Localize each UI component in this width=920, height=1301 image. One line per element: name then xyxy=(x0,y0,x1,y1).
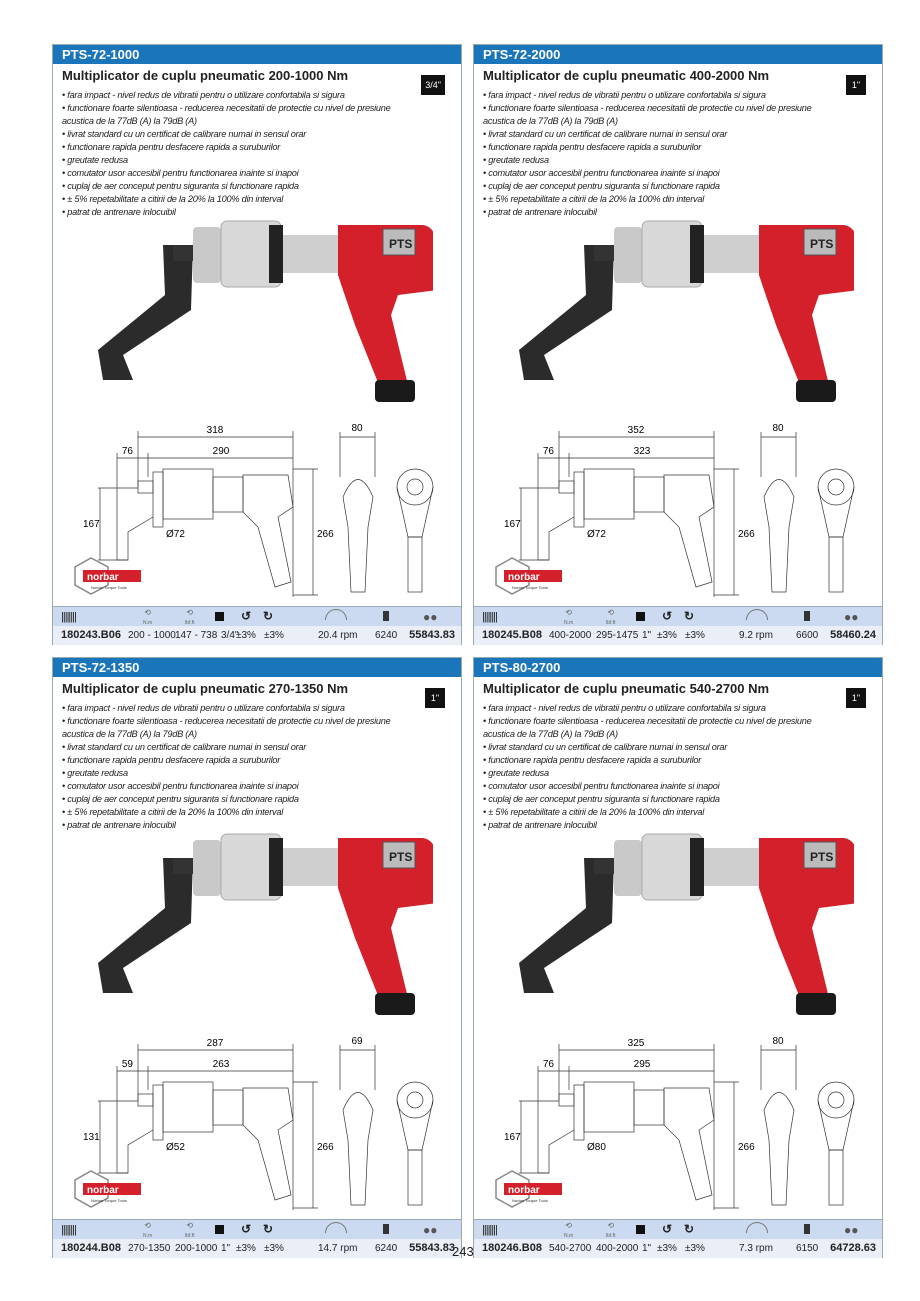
feature-item: • livrat standard cu un certificat de calibrare numai in sensul orar xyxy=(483,129,728,139)
order-code: 180246.B08 xyxy=(482,1242,542,1254)
dim-offset: 59 xyxy=(121,1059,133,1070)
price: 55843.83 xyxy=(409,1242,455,1254)
drive-size: 1" xyxy=(221,1243,231,1254)
torque-range-lbf: 400-2000 xyxy=(596,1243,639,1254)
weight-icon xyxy=(383,611,389,621)
feature-item: • functionare foarte silentioasa - reducerea necesitatii de protectie cu nivel de presiune acustica de la 77dB (A) la 79dB (A) xyxy=(483,716,812,739)
torque-nm-icon: ⟲ N.m xyxy=(143,608,153,626)
accuracy-ccw: ±3% xyxy=(264,1243,284,1254)
svg-text:Norbar Torque Tools: Norbar Torque Tools xyxy=(91,1198,127,1203)
feature-item: • comutator usor accesibil pentru functionarea inainte si inapoi xyxy=(62,781,299,791)
speed-gauge-icon xyxy=(325,609,347,620)
drive-size-badge: 3/4" xyxy=(421,75,445,95)
feature-list xyxy=(62,89,422,219)
dim-height: 266 xyxy=(738,529,755,540)
dim-body-length: 323 xyxy=(633,446,651,457)
svg-text:Norbar Torque Tools: Norbar Torque Tools xyxy=(512,1198,548,1203)
feature-item: • patrat de antrenare inlocuibil xyxy=(62,207,176,217)
feature-item: • comutator usor accesibil pentru functionarea inainte si inapoi xyxy=(483,781,720,791)
torque-range-nm: 540-2700 xyxy=(549,1243,592,1254)
counterclockwise-icon: ↻ xyxy=(684,609,695,623)
feature-item: • ± 5% repetabilitate a citirii de la 20% la 100% din interval xyxy=(62,194,284,204)
dim-offset: 76 xyxy=(542,446,554,457)
feature-item: • functionare rapida pentru desfacere rapida a suruburilor xyxy=(62,142,281,152)
dim-diameter: Ø80 xyxy=(587,1142,606,1153)
svg-text:Norbar Torque Tools: Norbar Torque Tools xyxy=(512,585,548,590)
spec-values-row xyxy=(53,626,461,645)
accuracy-ccw: ±3% xyxy=(685,630,705,641)
product-panel xyxy=(473,657,883,1258)
torque-range-lbf: 295-1475 xyxy=(596,630,639,641)
product-title: Multiplicator de cuplu pneumatic 200-1000 Nm xyxy=(62,68,349,83)
feature-item: • cuplaj de aer conceput pentru siguranta si functionare rapida xyxy=(483,794,720,804)
spec-values-row xyxy=(474,626,882,645)
spec-icons-row xyxy=(53,606,461,626)
dim-arm-length: 167 xyxy=(504,1132,521,1143)
dim-arm-length: 167 xyxy=(504,519,521,530)
dim-width: 80 xyxy=(772,1036,784,1047)
counterclockwise-icon: ↻ xyxy=(684,1222,695,1236)
torque-lbf-icon: ⟲ lbf.ft xyxy=(606,608,616,626)
clockwise-icon: ↺ xyxy=(241,609,252,623)
dim-arm-length: 167 xyxy=(83,519,100,530)
dim-offset: 76 xyxy=(121,446,133,457)
product-panel xyxy=(52,657,462,1258)
dim-total-length: 318 xyxy=(206,425,224,436)
feature-item: • livrat standard cu un certificat de calibrare numai in sensul orar xyxy=(483,742,728,752)
feature-item: • livrat standard cu un certificat de calibrare numai in sensul orar xyxy=(62,129,307,139)
dim-width: 80 xyxy=(351,423,363,434)
counterclockwise-icon: ↻ xyxy=(263,1222,274,1236)
barcode-icon: |||||||| xyxy=(482,1224,497,1236)
dim-arm-length: 131 xyxy=(83,1132,100,1143)
price-coins-icon: ●● xyxy=(844,1223,859,1237)
dim-diameter: Ø72 xyxy=(587,529,606,540)
accuracy-cw: ±3% xyxy=(657,630,677,641)
speed-gauge-icon xyxy=(325,1222,347,1233)
feature-list xyxy=(483,702,843,832)
dim-body-length: 263 xyxy=(212,1059,230,1070)
counterclockwise-icon: ↻ xyxy=(263,609,274,623)
torque-range-nm: 400-2000 xyxy=(549,630,592,641)
accuracy-ccw: ±3% xyxy=(264,630,284,641)
dim-height: 266 xyxy=(738,1142,755,1153)
feature-item: • greutate redusa xyxy=(62,155,128,165)
svg-text:PTS: PTS xyxy=(389,850,413,864)
drive-size: 1" xyxy=(642,630,652,641)
dim-width: 80 xyxy=(772,423,784,434)
spec-icons-row xyxy=(474,606,882,626)
dim-offset: 76 xyxy=(542,1059,554,1070)
product-panel xyxy=(473,44,883,645)
feature-item: • livrat standard cu un certificat de calibrare numai in sensul orar xyxy=(62,742,307,752)
feature-item: • ± 5% repetabilitate a citirii de la 20% la 100% din interval xyxy=(483,194,705,204)
square-drive-icon xyxy=(636,612,645,621)
feature-item: • cuplaj de aer conceput pentru siguranta si functionare rapida xyxy=(62,794,299,804)
feature-item: • functionare foarte silentioasa - reducerea necesitatii de protectie cu nivel de presiune acustica de la 77dB (A) la 79dB (A) xyxy=(483,103,812,126)
product-photo xyxy=(514,215,854,415)
accuracy-cw: ±3% xyxy=(236,1243,256,1254)
svg-text:norbar: norbar xyxy=(508,1185,540,1196)
barcode-icon: |||||||| xyxy=(482,611,497,623)
torque-nm-icon: ⟲ N.m xyxy=(564,608,574,626)
svg-text:PTS: PTS xyxy=(810,850,834,864)
feature-item: • functionare rapida pentru desfacere rapida a suruburilor xyxy=(62,755,281,765)
feature-item: • functionare rapida pentru desfacere rapida a suruburilor xyxy=(483,142,702,152)
spec-icons-row xyxy=(53,1219,461,1239)
model-header: PTS-72-1350 xyxy=(53,658,461,677)
dim-total-length: 325 xyxy=(627,1038,645,1049)
feature-item: • greutate redusa xyxy=(483,155,549,165)
price-coins-icon: ●● xyxy=(423,610,438,624)
dimension-drawing xyxy=(53,417,463,607)
price-coins-icon: ●● xyxy=(844,610,859,624)
spec-values-row xyxy=(53,1239,461,1258)
drive-size-badge: 1" xyxy=(846,75,866,95)
barcode-icon: |||||||| xyxy=(61,611,76,623)
speed-gauge-icon xyxy=(746,609,768,620)
accuracy-ccw: ±3% xyxy=(685,1243,705,1254)
drive-size: 3/4" xyxy=(221,630,239,641)
dim-body-length: 295 xyxy=(633,1059,651,1070)
torque-lbf-icon: ⟲ lbf.ft xyxy=(185,608,195,626)
norbar-logo xyxy=(496,1171,562,1207)
drive-size-badge: 1" xyxy=(846,688,866,708)
feature-item: • ± 5% repetabilitate a citirii de la 20% la 100% din interval xyxy=(483,807,705,817)
feature-item: • comutator usor accesibil pentru functionarea inainte si inapoi xyxy=(62,168,299,178)
barcode-icon: |||||||| xyxy=(61,1224,76,1236)
dim-height: 266 xyxy=(317,1142,334,1153)
order-code: 180243.B06 xyxy=(61,629,121,641)
dim-body-length: 290 xyxy=(212,446,230,457)
weight-value: 6150 xyxy=(796,1243,819,1254)
dim-total-length: 287 xyxy=(206,1038,224,1049)
torque-range-nm: 200 - 1000 xyxy=(128,630,176,641)
free-speed: 14.7 rpm xyxy=(318,1243,358,1254)
feature-item: • greutate redusa xyxy=(62,768,128,778)
accuracy-cw: ±3% xyxy=(236,630,256,641)
torque-lbf-icon: ⟲ lbf.ft xyxy=(606,1221,616,1239)
speed-gauge-icon xyxy=(746,1222,768,1233)
product-title: Multiplicator de cuplu pneumatic 400-2000 Nm xyxy=(483,68,770,83)
dimension-drawing xyxy=(474,1030,884,1220)
clockwise-icon: ↺ xyxy=(241,1222,252,1236)
free-speed: 7.3 rpm xyxy=(739,1243,773,1254)
product-title: Multiplicator de cuplu pneumatic 270-1350 Nm xyxy=(62,681,349,696)
svg-text:Norbar Torque Tools: Norbar Torque Tools xyxy=(91,585,127,590)
model-header: PTS-72-2000 xyxy=(474,45,882,64)
feature-item: • comutator usor accesibil pentru functionarea inainte si inapoi xyxy=(483,168,720,178)
feature-item: • ± 5% repetabilitate a citirii de la 20% la 100% din interval xyxy=(62,807,284,817)
feature-list xyxy=(483,89,843,219)
weight-value: 6240 xyxy=(375,630,398,641)
feature-item: • cuplaj de aer conceput pentru siguranta si functionare rapida xyxy=(62,181,299,191)
price: 58460.24 xyxy=(830,629,876,641)
torque-lbf-icon: ⟲ lbf.ft xyxy=(185,1221,195,1239)
norbar-logo xyxy=(496,558,562,594)
dimension-drawing xyxy=(474,417,884,607)
dim-total-length: 352 xyxy=(627,425,645,436)
feature-item: • patrat de antrenare inlocuibil xyxy=(483,207,597,217)
dim-height: 266 xyxy=(317,529,334,540)
product-photo xyxy=(93,828,433,1028)
torque-range-lbf: 147 - 738 xyxy=(175,630,218,641)
square-drive-icon xyxy=(215,612,224,621)
dim-width: 69 xyxy=(351,1036,363,1047)
feature-item: • functionare rapida pentru desfacere rapida a suruburilor xyxy=(483,755,702,765)
norbar-logo xyxy=(75,558,141,594)
svg-text:PTS: PTS xyxy=(389,237,413,251)
torque-range-lbf: 200-1000 xyxy=(175,1243,218,1254)
product-photo xyxy=(93,215,433,415)
svg-text:norbar: norbar xyxy=(87,1185,119,1196)
feature-item: • fara impact - nivel redus de vibratii pentru o utilizare confortabila si sigura xyxy=(62,90,345,100)
order-code: 180245.B08 xyxy=(482,629,542,641)
price: 64728.63 xyxy=(830,1242,876,1254)
drive-size-badge: 1" xyxy=(425,688,445,708)
feature-item: • functionare foarte silentioasa - reducerea necesitatii de protectie cu nivel de presiune acustica de la 77dB (A) la 79dB (A) xyxy=(62,103,391,126)
price-coins-icon: ●● xyxy=(423,1223,438,1237)
feature-item: • fara impact - nivel redus de vibratii pentru o utilizare confortabila si sigura xyxy=(62,703,345,713)
feature-item: • greutate redusa xyxy=(483,768,549,778)
product-panel xyxy=(52,44,462,645)
dim-diameter: Ø52 xyxy=(166,1142,185,1153)
feature-item: • fara impact - nivel redus de vibratii pentru o utilizare confortabila si sigura xyxy=(483,90,766,100)
square-drive-icon xyxy=(636,1225,645,1234)
svg-text:norbar: norbar xyxy=(508,572,540,583)
page-number: 243 xyxy=(452,1244,474,1259)
norbar-logo xyxy=(75,1171,141,1207)
square-drive-icon xyxy=(215,1225,224,1234)
dim-diameter: Ø72 xyxy=(166,529,185,540)
spec-values-row xyxy=(474,1239,882,1258)
feature-item: • patrat de antrenare inlocuibil xyxy=(62,820,176,830)
spec-icons-row xyxy=(474,1219,882,1239)
torque-nm-icon: ⟲ N.m xyxy=(143,1221,153,1239)
accuracy-cw: ±3% xyxy=(657,1243,677,1254)
free-speed: 20.4 rpm xyxy=(318,630,358,641)
free-speed: 9.2 rpm xyxy=(739,630,773,641)
product-title: Multiplicator de cuplu pneumatic 540-2700 Nm xyxy=(483,681,770,696)
model-header: PTS-72-1000 xyxy=(53,45,461,64)
feature-item: • patrat de antrenare inlocuibil xyxy=(483,820,597,830)
dimension-drawing xyxy=(53,1030,463,1220)
torque-range-nm: 270-1350 xyxy=(128,1243,171,1254)
order-code: 180244.B08 xyxy=(61,1242,121,1254)
weight-value: 6240 xyxy=(375,1243,398,1254)
weight-icon xyxy=(804,1224,810,1234)
clockwise-icon: ↺ xyxy=(662,609,673,623)
model-header: PTS-80-2700 xyxy=(474,658,882,677)
weight-icon xyxy=(804,611,810,621)
feature-list xyxy=(62,702,422,832)
drive-size: 1" xyxy=(642,1243,652,1254)
clockwise-icon: ↺ xyxy=(662,1222,673,1236)
weight-value: 6600 xyxy=(796,630,819,641)
feature-item: • fara impact - nivel redus de vibratii pentru o utilizare confortabila si sigura xyxy=(483,703,766,713)
feature-item: • functionare foarte silentioasa - reducerea necesitatii de protectie cu nivel de presiune acustica de la 77dB (A) la 79dB (A) xyxy=(62,716,391,739)
svg-text:PTS: PTS xyxy=(810,237,834,251)
product-photo xyxy=(514,828,854,1028)
svg-text:norbar: norbar xyxy=(87,572,119,583)
feature-item: • cuplaj de aer conceput pentru siguranta si functionare rapida xyxy=(483,181,720,191)
torque-nm-icon: ⟲ N.m xyxy=(564,1221,574,1239)
price: 55843.83 xyxy=(409,629,455,641)
weight-icon xyxy=(383,1224,389,1234)
